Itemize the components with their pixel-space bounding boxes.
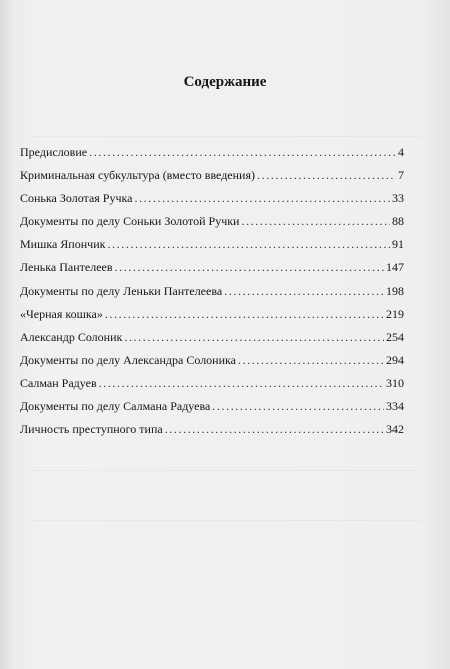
toc-entry [20,307,404,330]
toc-entry-title: Ленька Пантелеев [20,260,113,275]
toc-entry-page: 88 [392,214,404,229]
page-title: Содержание [183,74,267,90]
dot-leader [105,307,384,322]
table-of-contents [20,145,404,445]
toc-entry-title: Личность преступного типа [20,422,163,437]
toc-entry [20,399,404,422]
toc-entry-page: 334 [386,399,404,414]
toc-entry-title: «Черная кошка» [20,306,103,321]
toc-entry-page: 294 [386,352,404,367]
dot-leader [124,330,384,345]
toc-entry-title: Криминальная субкультура (вместо введения) [20,168,255,183]
dot-leader [257,168,396,183]
toc-entry-title: Документы по делу Салмана Радуева [20,399,211,414]
show-through-line [30,470,420,471]
dot-leader [238,353,384,368]
dot-leader [115,260,384,275]
dot-leader [165,422,384,437]
toc-entry-title: Документы по делу Александра Солоника [20,352,236,367]
toc-entry-page: 33 [392,191,404,206]
toc-entry-title: Александр Солоник [20,329,123,344]
toc-entry-page: 219 [386,306,404,321]
dot-leader [212,399,384,414]
toc-entry-title: Документы по делу Леньки Пантелеева [20,283,223,298]
toc-entry-page: 310 [386,375,404,390]
dot-leader [107,237,390,252]
toc-entry [20,422,404,445]
toc-entry [20,284,404,307]
toc-entry-page: 198 [386,283,404,298]
dot-leader [134,191,390,206]
dot-leader [241,214,390,229]
toc-entry [20,145,404,168]
toc-entry-page: 342 [386,422,404,437]
toc-entry-title: Мишка Япончик [20,237,106,252]
toc-entry [20,376,404,399]
dot-leader [224,284,384,299]
dot-leader [99,376,384,391]
show-through-line [30,520,420,521]
toc-entry [20,237,404,260]
toc-entry-page: 147 [386,260,404,275]
toc-entry [20,214,404,237]
toc-entry [20,330,404,353]
show-through-line [30,136,420,137]
toc-entry [20,168,404,191]
toc-entry-page: 4 [398,145,404,159]
toc-entry-title: Салман Радуев [20,375,97,390]
toc-entry-page: 7 [398,168,404,183]
toc-entry [20,260,404,283]
toc-entry-title: Сонька Золотая Ручка [20,191,133,206]
dot-leader [89,145,396,160]
toc-entry [20,353,404,376]
toc-entry [20,191,404,214]
toc-entry-title: Предисловие [20,145,88,159]
toc-entry-page: 254 [386,329,404,344]
toc-entry-title: Документы по делу Соньки Золотой Ручки [20,214,240,229]
toc-entry-page: 91 [392,237,404,252]
